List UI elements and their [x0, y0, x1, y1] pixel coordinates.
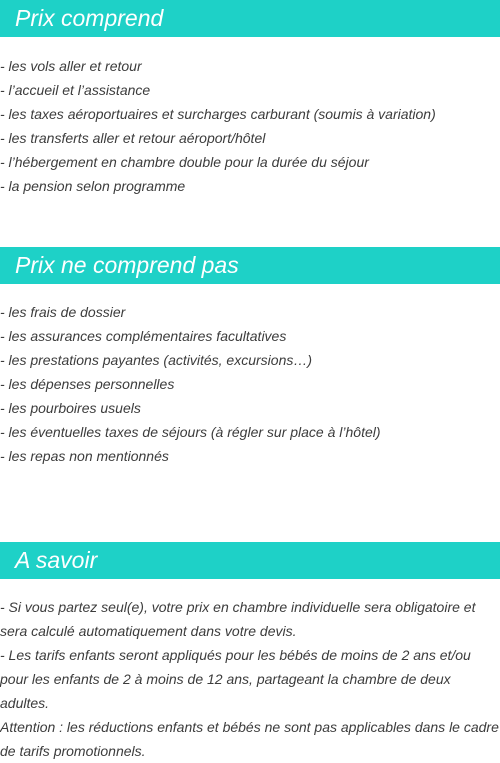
good-to-know-heading: A savoir — [0, 542, 500, 579]
info-paragraph: Attention : les réductions enfants et bébés ne sont pas applicables dans le cadre de tarifs promotionnels. — [0, 719, 499, 759]
info-paragraph: - Les tarifs enfants seront appliqués pour les bébés de moins de 2 ans et/ou pour les enfants de 2 à moins de 12 ans, partageant la chambre de deux adultes. — [0, 647, 471, 711]
list-item: - les éventuelles taxes de séjours (à régler sur place à l’hôtel) — [0, 424, 381, 440]
list-item: - la pension selon programme — [0, 178, 186, 194]
price-excludes-list — [0, 300, 500, 468]
list-item: - les transferts aller et retour aéroport/hôtel — [0, 130, 266, 146]
list-item: - les frais de dossier — [0, 304, 126, 320]
price-includes-heading: Prix comprend — [0, 0, 500, 37]
price-excludes-heading: Prix ne comprend pas — [0, 247, 500, 284]
list-item: - l’hébergement en chambre double pour la durée du séjour — [0, 154, 369, 170]
good-to-know-body — [0, 595, 500, 763]
list-item: - les taxes aéroportuaires et surcharges carburant (soumis à variation) — [0, 106, 436, 122]
price-includes-section — [0, 0, 500, 198]
price-includes-list — [0, 54, 500, 198]
list-item: - les prestations payantes (activités, excursions…) — [0, 352, 313, 368]
list-item: - les pourboires usuels — [0, 400, 141, 416]
price-excludes-section — [0, 247, 500, 468]
list-item: - l’accueil et l’assistance — [0, 82, 151, 98]
good-to-know-section — [0, 542, 500, 763]
list-item: - les assurances complémentaires facultatives — [0, 328, 287, 344]
list-item: - les vols aller et retour — [0, 58, 142, 74]
list-item: - les repas non mentionnés — [0, 448, 169, 464]
info-paragraph: - Si vous partez seul(e), votre prix en chambre individuelle sera obligatoire et sera calculé automatiquement dans votre devis. — [0, 599, 476, 639]
list-item: - les dépenses personnelles — [0, 376, 175, 392]
